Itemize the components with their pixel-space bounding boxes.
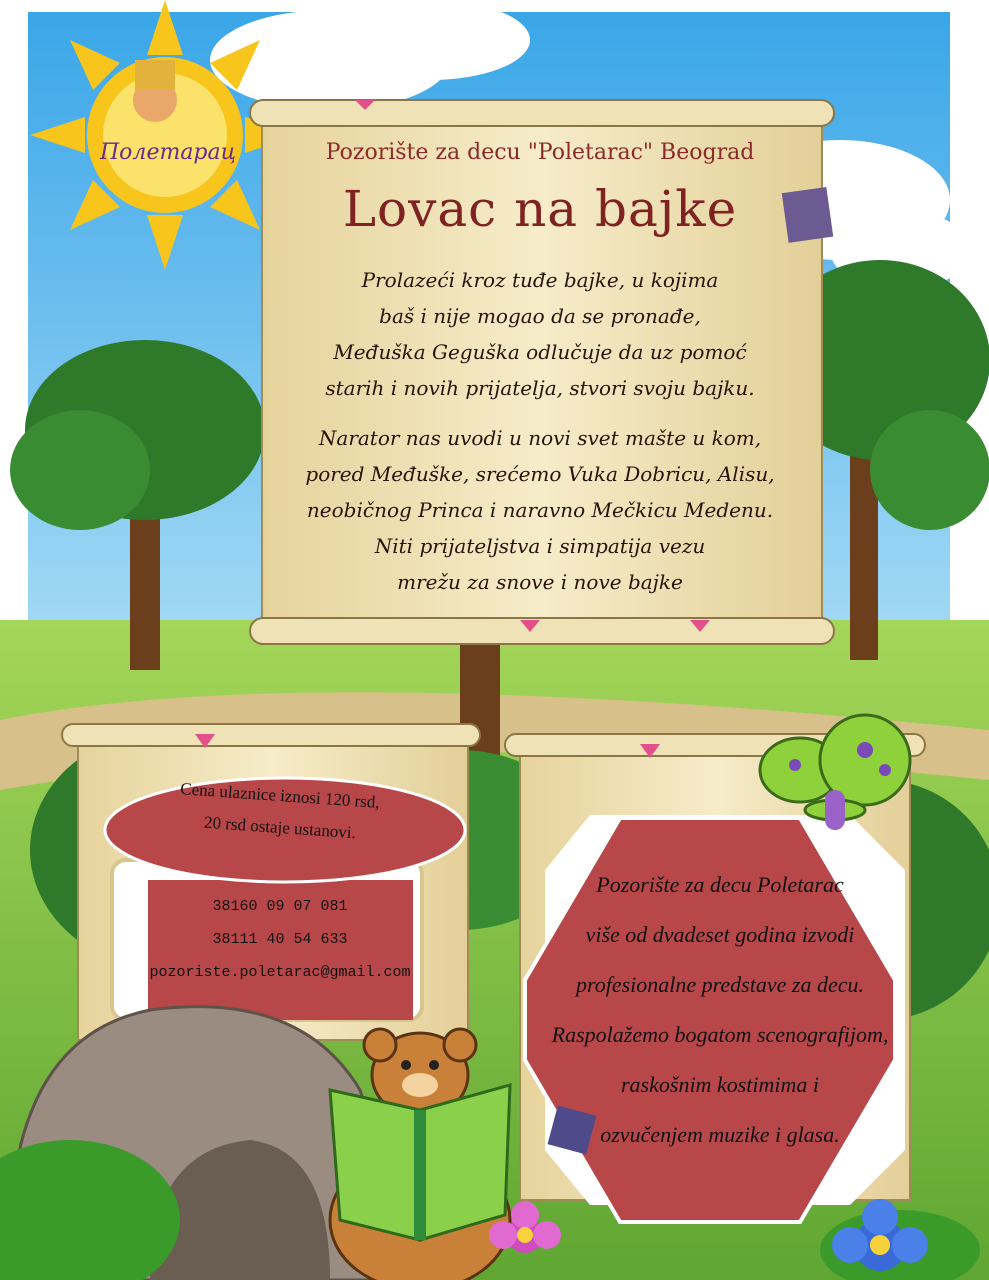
ticket-price bbox=[100, 780, 460, 880]
info-line: Pozorište za decu Poletarac bbox=[596, 872, 844, 897]
info-line: više od dvadeset godina izvodi bbox=[585, 922, 855, 947]
theatre-info bbox=[550, 860, 890, 1160]
description-paragraph-1 bbox=[300, 262, 780, 406]
description-line: baš i nije mogao da se pronađe, bbox=[379, 304, 701, 328]
description-line: pored Međuške, srećemo Vuka Dobricu, Alisu, bbox=[305, 462, 775, 486]
description-line: Međuška Geguška odlučuje da uz pomoć bbox=[333, 340, 747, 364]
price-line: 20 rsd ostaje ustanovi. bbox=[203, 812, 357, 843]
description-line: Narator nas uvodi u novi svet mašte u kom, bbox=[318, 426, 762, 450]
logo-text: Полетарац bbox=[100, 140, 236, 165]
contact-info bbox=[140, 890, 420, 989]
description-line: neobičnog Princa i naravno Mečkicu Medenu. bbox=[306, 498, 774, 522]
info-line: Raspolažemo bogatom scenografijom, bbox=[551, 1022, 889, 1047]
email-address: pozoriste.poletarac@gmail.com bbox=[149, 964, 411, 981]
description-line: starih i novih prijatelja, stvori svoju bajku. bbox=[325, 376, 755, 400]
description-line: Niti prijateljstva i simpatija vezu bbox=[374, 534, 706, 558]
sun-logo bbox=[30, 0, 300, 270]
description-line: mrežu za snove i nove bajke bbox=[397, 570, 683, 594]
price-line: Cena ulaznice iznosi 120 rsd, bbox=[179, 779, 381, 812]
poster-subtitle: Pozorište za decu "Poletarac" Beograd bbox=[325, 140, 755, 165]
phone-number: 38160 09 07 081 bbox=[212, 898, 348, 915]
info-line: profesionalne predstave za decu. bbox=[576, 972, 864, 997]
poster-title: Lovac na bajke bbox=[342, 180, 738, 238]
description-paragraph-2 bbox=[300, 420, 780, 600]
phone-number: 38111 40 54 633 bbox=[212, 931, 348, 948]
description-line: Prolazeći kroz tuđe bajke, u kojima bbox=[361, 268, 719, 292]
info-line: ozvučenjem muzike i glasa. bbox=[600, 1122, 840, 1147]
info-line: raskošnim kostimima i bbox=[621, 1072, 819, 1097]
